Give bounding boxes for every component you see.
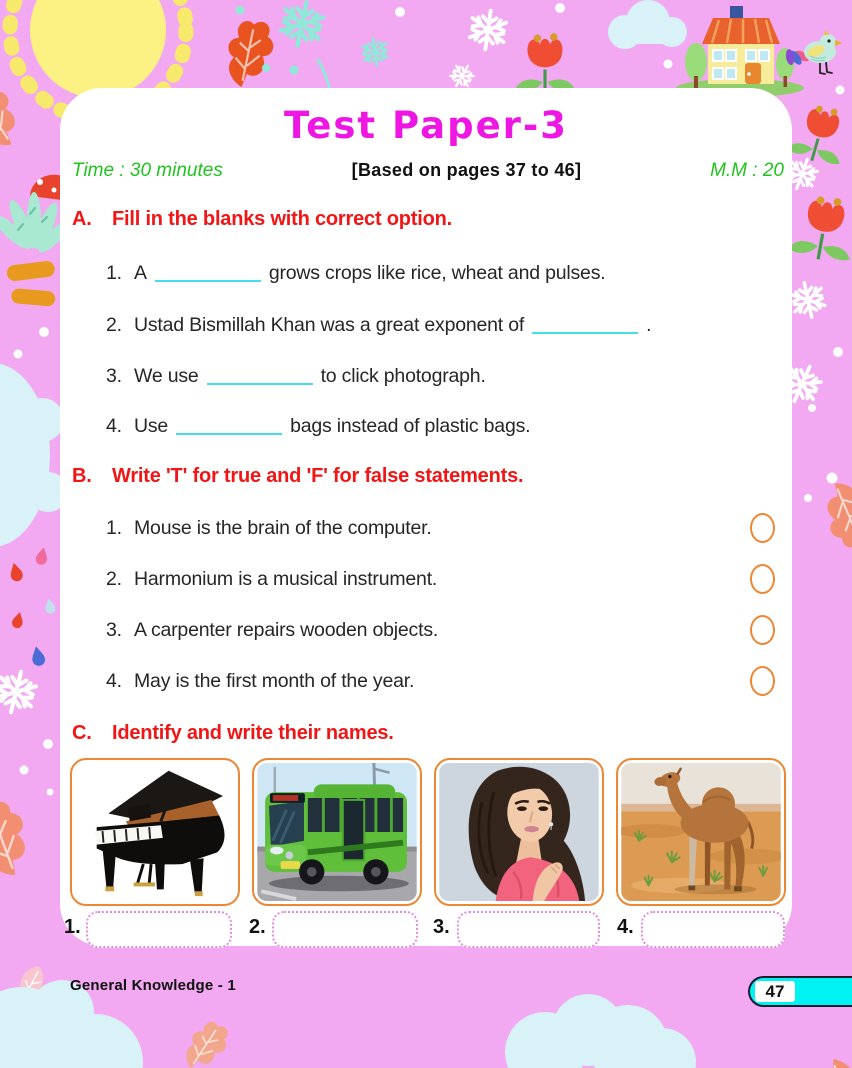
camel-desert-photo — [621, 763, 781, 901]
fill-blank-a1[interactable] — [155, 262, 261, 282]
max-marks: M.M : 20 — [710, 160, 784, 181]
autumn-leaf-icon — [0, 796, 40, 883]
cloud-icon — [0, 363, 68, 547]
question-a4: 4. Use bags instead of plastic bags. — [106, 415, 531, 437]
tulip-icon — [787, 191, 852, 265]
snowflake-icon — [447, 8, 507, 91]
autumn-leaf-icon — [809, 1055, 852, 1068]
test-paper-card — [60, 88, 792, 946]
answer-box-1[interactable] — [86, 911, 232, 948]
grand-piano-photo — [75, 763, 235, 901]
answer-number-1: 1. — [64, 916, 81, 938]
section-b-heading: B. Write 'T' for true and 'F' for false statements. — [72, 465, 524, 487]
answer-box-3[interactable] — [457, 911, 600, 948]
time-allowed: Time : 30 minutes — [72, 160, 223, 181]
true-false-circle-b1[interactable] — [750, 513, 775, 543]
raindrop-icon — [8, 546, 56, 667]
answer-number-3: 3. — [433, 916, 450, 938]
house-icon — [676, 6, 804, 97]
answer-number-2: 2. — [249, 916, 266, 938]
picture-frame-2 — [252, 758, 422, 906]
question-b2: 2. Harmonium is a musical instrument. — [106, 568, 438, 590]
question-a3: 3. We use to click photograph. — [106, 365, 486, 387]
answer-number-4: 4. — [617, 916, 634, 938]
section-a-heading: A. Fill in the blanks with correct option. — [72, 208, 453, 230]
question-b1: 1. Mouse is the brain of the computer. — [106, 517, 432, 539]
cloud-icon — [608, 0, 687, 49]
fill-blank-a4[interactable] — [176, 415, 282, 435]
page-number-badge — [748, 976, 852, 1007]
tulip-icon — [785, 99, 852, 168]
question-b4: 4. May is the first month of the year. — [106, 670, 415, 692]
answer-box-2[interactable] — [272, 911, 418, 948]
picture-frame-4 — [616, 758, 786, 906]
autumn-leaf-icon — [222, 17, 277, 91]
picture-frame-3 — [434, 758, 604, 906]
picture-frame-1 — [70, 758, 240, 906]
page-number: 47 — [755, 981, 795, 1002]
answer-box-4[interactable] — [641, 911, 785, 948]
autumn-leaf-icon — [813, 475, 852, 552]
tulip-icon — [515, 33, 575, 94]
question-a1: 1. A grows crops like rice, wheat and pulses. — [106, 262, 606, 284]
page-title: Test Paper-3 — [283, 104, 569, 147]
question-a2: 2. Ustad Bismillah Khan was a great exponent of . — [106, 314, 652, 336]
actress-portrait-photo — [439, 763, 599, 901]
true-false-circle-b3[interactable] — [750, 615, 775, 645]
green-bus-photo — [257, 763, 417, 901]
fill-blank-a3[interactable] — [207, 365, 313, 385]
book-title: General Knowledge - 1 — [70, 977, 236, 994]
fill-blank-a2[interactable] — [532, 314, 638, 334]
section-c-heading: C. Identify and write their names. — [72, 722, 394, 744]
true-false-circle-b4[interactable] — [750, 666, 775, 696]
true-false-circle-b2[interactable] — [750, 564, 775, 594]
paper-meta-row — [72, 160, 784, 182]
based-on-pages: [Based on pages 37 to 46] — [351, 160, 582, 180]
snowflake-icon — [0, 667, 39, 716]
question-b3: 3. A carpenter repairs wooden objects. — [106, 619, 439, 641]
orange-blob-icon — [6, 260, 56, 307]
autumn-leaf-icon — [178, 1015, 235, 1068]
